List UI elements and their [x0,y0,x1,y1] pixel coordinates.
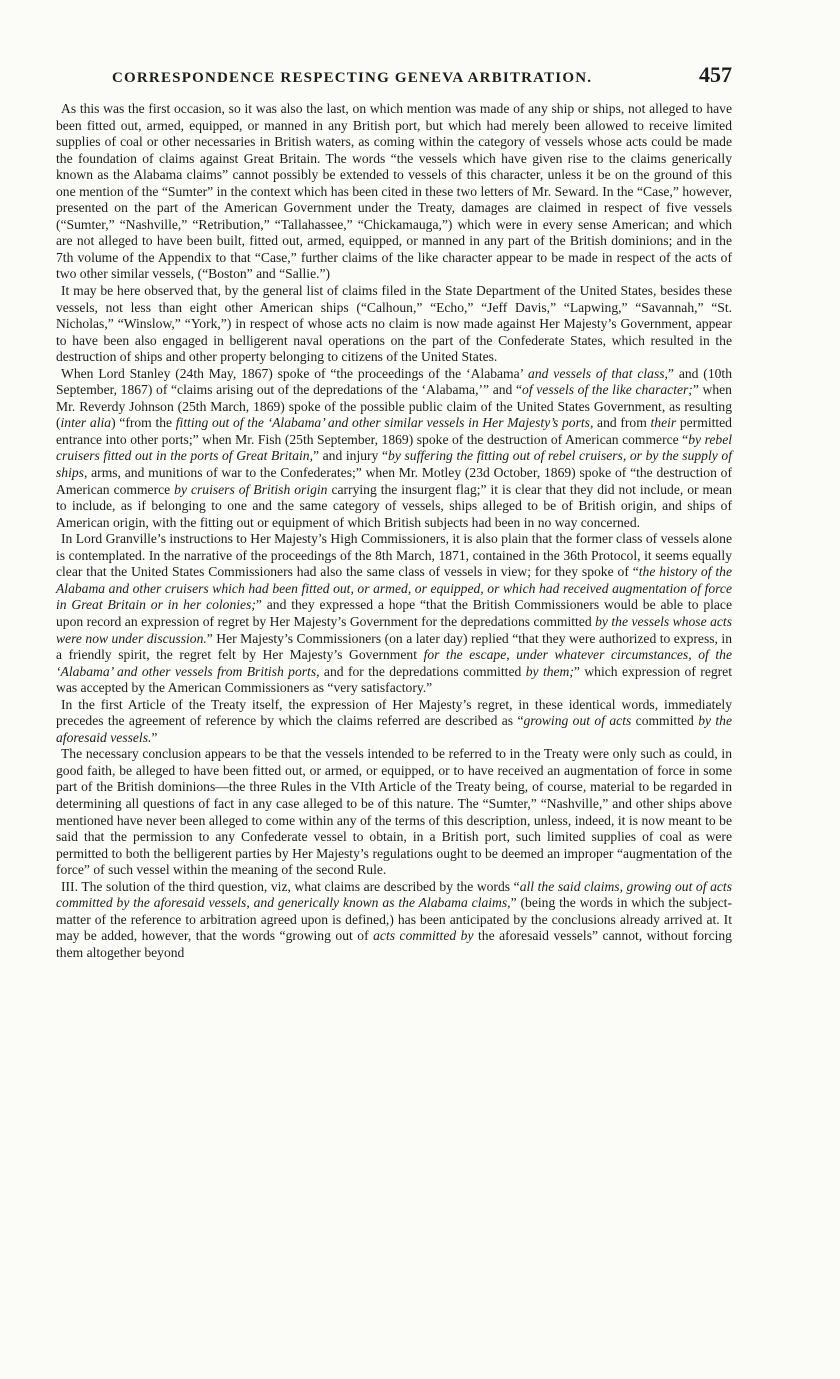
italic-run: for the escape, under whatever circumstances, of the ‘Alabama’ and other vessels from British ports, [56,647,732,679]
text-run: When Lord Stanley (24th May, 1867) spoke of “the proceedings of the ‘Alabama’ [61,365,529,381]
text-run: As this was the first occasion, so it was also the last, on which mention was made of any ship or ships, not alleged to have been fitted out, armed, equipped, or manned in any British port, but which had merely been allowed to receive limited supplies of coal or other necessaries in British waters, as coming within the category of vessels whose acts could be made the foundation of claims against Great Britain. The words “the vessels which have given rise to the claims generically known as the Alabama claims” cannot possibly be extended to vessels of this character, unless it be on the ground of this one mention of the “Sumter” in the context which has been cited in these two letters of Mr. Seward. In the “Case,” however, presented on the part of the American Government under the Treaty, damages are claimed in respect of five vessels (“Sumter,” “Nashville,” “Retribution,” “Tallahassee,” “Chickamauga,”) which were in every sense American; and which are not alleged to have been built, fitted out, armed, equipped, or manned in any part of the British dominions; and in the 7th volume of the Appendix to that “Case,” further claims of the like character appear to be made in respect of the acts of two other similar vessels, (“Boston” and “Sallie.”) [56,101,732,282]
paragraph [56,283,732,366]
text-run: ” [151,729,158,745]
text-run: ” Her Majesty’s Commissioners (on a later day) replied “that they were authorized to express, in a friendly spirit, the regret felt by Her Majesty’s Government [56,630,732,663]
text-run: It may be here observed that, by the general list of claims filed in the State Department of the United States, besides these vessels, not less than eight other American ships (“Calhoun,” “Echo,” “Jeff Davis,” “Lapwing,” “Savannah,” “St. Nicholas,” “Winslow,” “York,”) in respect of whose acts no claim is now made against Her Majesty’s Government, appear to have been also engaged in belligerent naval operations on the part of the Confederate States, which resulted in the destruction of ships and other property belonging to citizens of the United States. [56,283,732,365]
italic-run: by suffering the fitting out of rebel cruisers, or by the supply of ships, [56,448,732,481]
text-run: the aforesaid vessels” cannot, without forcing them altogether beyond [56,928,732,960]
text-run: ” (being the words in which the subject-matter of the reference to arbitration agreed upon is defined,) has been anticipated by the conclusions already arrived at. It may be added, however, that the words “growing out of [56,895,732,944]
text-run: III. The solution of the third question, viz, what claims are described by the words “ [61,878,520,894]
text-run: and from [593,415,651,431]
text-run: and for the depredations committed [319,663,526,679]
paragraph [56,531,732,696]
italic-run: the history of the Alabama and other cruisers which had been fitted out, or armed, or equipped, or which had received augmentation of force in Great Britain or in her colonies; [56,564,732,613]
paragraph [56,101,732,283]
text-run: carrying the insurgent flag;” it is clear that they did not include, or mean to include, as if belonging to one and the same category of vessels, ships alleged to be of British origin, and ships of American origin, with the fitting out or equipment of which British subjects had been in no way concerned. [56,481,732,530]
text-run: The necessary conclusion appears to be that the vessels intended to be referred to in the Treaty were only such as could, in good faith, be alleged to have been fitted out, or armed, or equipped, or to have received an augmentation of force in some part of the British dominions—the three Rules in the VIth Article of the Treaty being, of course, material to be regarded in determining all questions of fact in any case alleged to be of this nature. The “Sumter,” “Nashville,” and other ships above mentioned have never been alleged to come within any of the terms of this description, unless, indeed, it is now meant to be said that the permission to any Confederate vessel to obtain, in a British port, such limited supplies of coal as were permitted to both the belligerent parties by Her Majesty’s regulations ought to be deemed an improper “augmentation of the force” of such vessel within the meaning of the second Rule. [56,746,732,878]
paragraph [56,746,732,878]
text-run: committed [631,713,699,729]
italic-run: by cruisers of British origin [174,481,328,497]
page-number: 457 [699,62,732,87]
paragraph [56,697,732,747]
italic-run: by the aforesaid vessels. [56,713,733,745]
text-run: permitted entrance into other ports;” when Mr. Fish (25th September, 1869) spoke of the destruction of American commerce “ [56,415,732,447]
text-run: In Lord Granville’s instructions to Her Majesty’s High Commissioners, it is also plain that the former class of vessels alone is contemplated. In the narrative of the proceedings of the 8th March, 1871, contained in the 36th Protocol, it seems equally clear that the United States Commissioners had also the same class of vessels in view; for they spoke of “ [56,531,732,580]
text-run: arms, and munitions of war to the Confederates;” when Mr. Motley (23d October, 1869) spoke of “the destruction of American commerce [56,465,732,497]
italic-run: by them; [525,663,574,679]
paragraph [56,366,732,531]
italic-run: by rebel cruisers fitted out in the ports of Great Britain, [56,431,733,464]
text-run: ” which expression of regret was accepted by the American Commissioners as “very satisfactory.” [56,663,732,696]
italic-run: their [650,415,677,431]
running-header [112,62,732,88]
italic-run: and vessels of that class, [528,365,668,381]
body-text [56,101,732,961]
italic-run: fitting out of the ‘Alabama’ and other similar vessels in Her Majesty’s ports, [175,415,594,431]
italic-run: all the said claims, growing out of acts committed by the aforesaid vessels, and generically known as the Alabama claims, [56,878,732,911]
running-title: CORRESPONDENCE RESPECTING GENEVA ARBITRATION. [112,70,593,86]
italic-run: acts committed by [373,928,474,944]
paragraph [56,879,732,962]
italic-run: inter alia [60,415,112,431]
text-run: ” and they expressed a hope “that the British Commissioners would be able to place upon record an expression of regret by Her Majesty’s Government for the depredations committed [56,597,732,629]
text-run: In the first Article of the Treaty itself, the expression of Her Majesty’s regret, in these identical words, immediately precedes the agreement of reference by which the claims referred are described as “ [56,696,732,729]
italic-run: of vessels of the like character; [522,382,693,398]
italic-run: growing out of acts [523,713,632,729]
text-run: ) “from the [111,415,176,431]
text-run: ” when Mr. Reverdy Johnson (25th March, 1869) spoke of the possible public claim of the United States Government, as resulting ( [56,382,732,431]
text-run: ” and (10th September, 1867) of “claims arising out of the depredations of the ‘Alabama,’” and “ [56,365,732,398]
text-run: ” and injury “ [312,448,389,464]
italic-run: by the vessels whose acts were now under discussion. [56,613,732,646]
